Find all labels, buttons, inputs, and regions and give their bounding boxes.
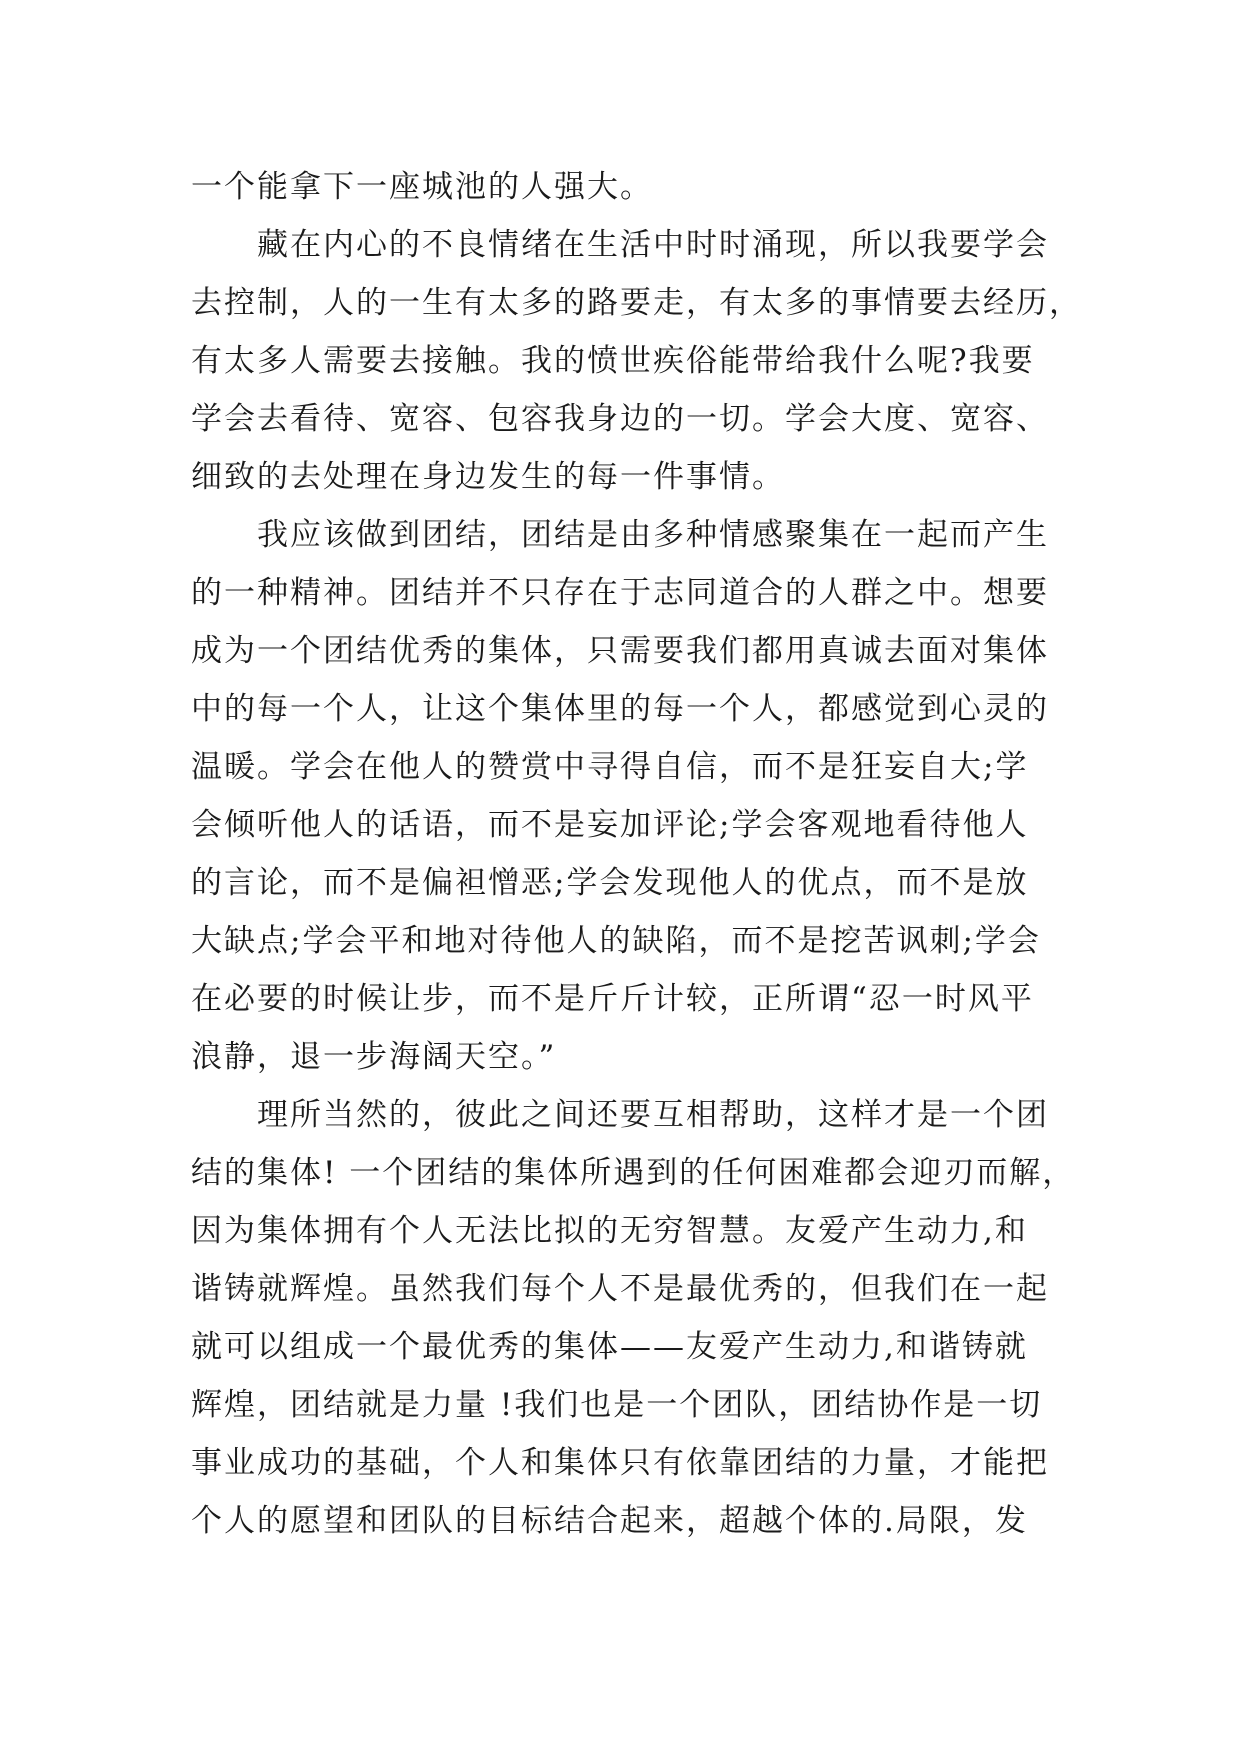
text-line: 大缺点;学会平和地对待他人的缺陷，而不是挖苦讽刺;学会 [191,923,1041,959]
text-line: 中的每一个人，让这个集体里的每一个人，都感觉到心灵的 [191,691,1049,727]
text-line: 一个能拿下一座城池的人强大。 [191,169,653,205]
text-line: 成为一个团结优秀的集体，只需要我们都用真诚去面对集体 [191,633,1049,669]
text-line: 会倾听他人的话语，而不是妄加评论;学会客观地看待他人 [191,807,1029,843]
text-line: 因为集体拥有个人无法比拟的无穷智慧。友爱产生动力,和 [191,1213,1028,1249]
text-line: 温暖。学会在他人的赞赏中寻得自信，而不是狂妄自大;学 [191,749,1029,785]
text-line: 的一种精神。团结并不只存在于志同道合的人群之中。想要 [191,575,1049,611]
text-line: 学会去看待、宽容、包容我身边的一切。学会大度、宽容、 [191,401,1049,437]
text-line: 事业成功的基础，个人和集体只有依靠团结的力量，才能把 [191,1445,1049,1481]
text-line: 个人的愿望和团队的目标结合起来，超越个体的.局限，发 [191,1503,1028,1539]
text-line: 辉煌，团结就是力量 !我们也是一个团队，团结协作是一切 [191,1387,1043,1423]
text-line: 理所当然的，彼此之间还要互相帮助，这样才是一个团 [257,1097,1049,1133]
text-line: 浪静，退一步海阔天空。” [191,1039,557,1075]
text-line: 去控制，人的一生有太多的路要走，有太多的事情要去经历， [191,285,1082,321]
body-text [191,158,1082,1550]
text-line: 的言论，而不是偏袒憎恶;学会发现他人的优点，而不是放 [191,865,1029,901]
text-line: 就可以组成一个最优秀的集体——友爱产生动力,和谐铸就 [191,1329,1028,1365]
text-line: 藏在内心的不良情绪在生活中时时涌现，所以我要学会 [257,227,1049,263]
text-line: 在必要的时候让步，而不是斤斤计较，正所谓“忍一时风平 [191,981,1034,1017]
text-line: 结的集体! 一个团结的集体所遇到的任何困难都会迎刃而解， [191,1155,1076,1191]
text-line: 有太多人需要去接触。我的愤世疾俗能带给我什么呢?我要 [191,343,1035,379]
text-line: 谐铸就辉煌。虽然我们每个人不是最优秀的，但我们在一起 [191,1271,1049,1307]
text-line: 我应该做到团结，团结是由多种情感聚集在一起而产生 [257,517,1049,553]
text-line: 细致的去处理在身边发生的每一件事情。 [191,459,785,495]
